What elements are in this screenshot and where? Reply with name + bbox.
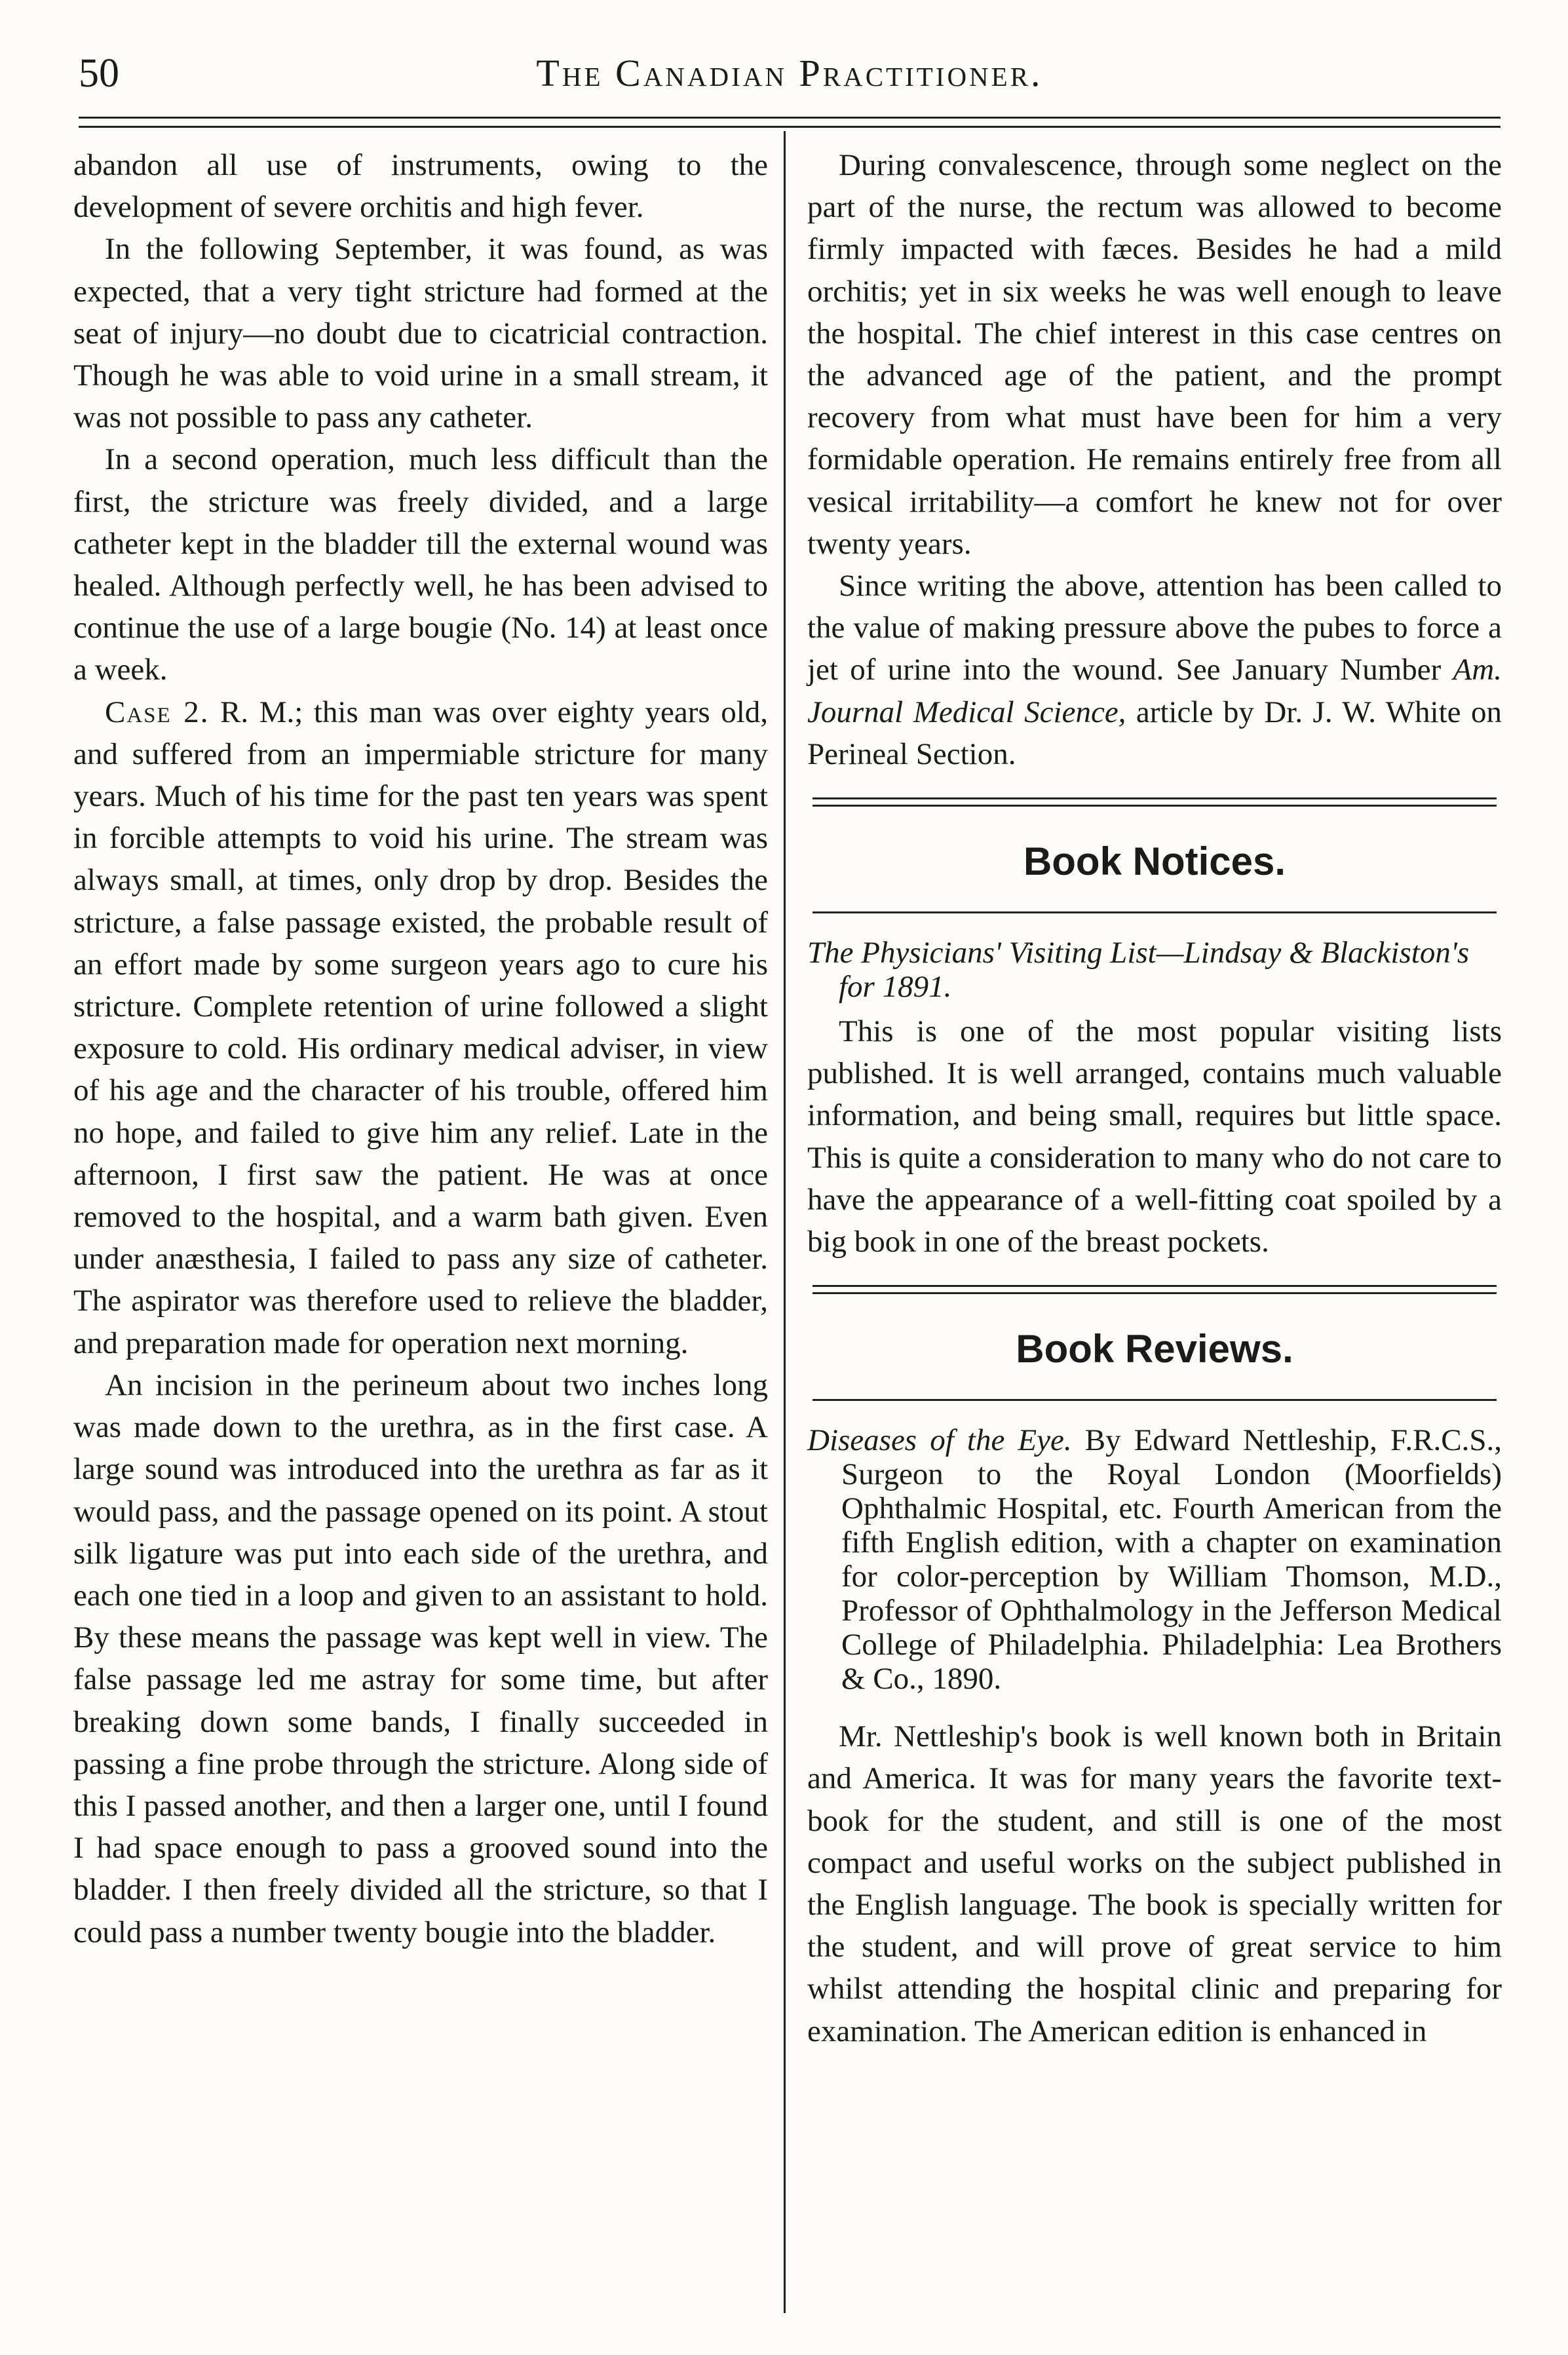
case-2-text: R. M.; this man was over eighty years old, and suffered from an impermiable stricture for many years. Much of his time for the past ten years was spent in forcible attempts to void his urine. The stream was always small, at times, only drop by drop. Besides the stricture, a false passage existed, the probable result of an effort made by some surgeon years ago to cure his stricture. Complete retention of urine followed a slight exposure to cold. His ordinary medical adviser, in view of his age and the character of his trouble, offered him no hope, and failed to give him any relief. Late in the afternoon, I first saw the patient. He was at once removed to the hospital, and a warm bath given. Even under anæsthesia, I failed to pass any size of catheter. The aspirator was therefore used to relieve the bladder, and preparation made for operation next morning. [73,695,768,1360]
paragraph: abandon all use of instruments, owing to the development of severe orchitis and high fever. [73,148,768,225]
book-review-text: Mr. Nettleship's book is well known both in Britain and America. It was for many years the favorite text-book for the student, and still is one of the most compact and useful works on the subject published in the English language. The book is specially written for the student, and will prove of great service to him whilst attending the hospital clinic and preparing for examination. The American edition is enhanced in [807,1719,1502,2048]
book-notice-title: The Physicians' Visiting List—Lindsay & Blackiston's for 1891. [807,936,1470,1005]
paragraph-text-end: article by Dr. J. W. White on Perineal Section. [807,695,1502,771]
paragraph: During convalescence, through some neglect on the part of the nurse, the rectum was allowed to become firmly impacted with fæces. Besides he had a mild orchitis; yet in six weeks he was well enough to leave the hospital. The chief interest in this case centres on the advanced age of the patient, and the prompt recovery from what must have been for him a very formidable operation. He remains entirely free from all vesical irritability—a comfort he knew not for over twenty years. [807,148,1502,561]
paragraph-text: Since writing the above, attention has been called to the value of making pressure above the pubes to force a jet of urine into the wound. See January Number [807,569,1502,687]
case-label: Case 2. [105,695,210,729]
book-review-citation [807,1423,1502,1696]
page-header [79,41,1501,106]
book-review-title: Diseases of the Eye. [807,1423,1072,1458]
book-notice-text: This is one of the most popular visiting lists published. It is well arranged, contains much valuable information, and being small, requires but little space. This is quite a consideration to many who do not care to have the appearance of a well-fitting coat spoiled by a big book in one of the breast pockets. [807,1014,1502,1259]
book-review-citation-text: By Edward Nettleship, F.R.C.S., Surgeon to the Royal London (Moorfields) Ophthalmic Hospital, etc. Fourth American from the fifth English edition, with a chapter on examination for color-perception by William Thomson, M.D., Professor of Ophthalmology in the Jefferson Medical College of Philadelphia. Philadelphia: Lea Brothers & Co., 1890. [841,1423,1502,1696]
page-number: 50 [79,51,119,96]
header-rule-top [79,117,1501,119]
paragraph: In a second operation, much less difficult than the first, the stricture was freely divided, and a large catheter kept in the bladder till the external wound was healed. Although perfectly well, he has been advised to continue the use of a large bougie (No. 14) at least once a week. [73,442,768,687]
case-2-paragraph [73,691,768,1364]
column-divider [784,131,786,2313]
paragraph [807,565,1502,775]
book-reviews-heading: Book Reviews. [1016,1327,1293,1371]
section-rule-double [813,1285,1497,1294]
paragraph: In the following September, it was found, as was expected, that a very tight stricture had formed at the seat of injury—no doubt due to cicatricial contraction. Though he was able to void urine in a small stream, it was not possible to pass any catheter. [73,232,768,435]
spacer [807,1263,1502,1285]
section-rule [813,911,1497,913]
book-notices-heading: Book Notices. [1023,839,1286,884]
header-rule-bottom [79,126,1501,128]
journal-reference: Am. Journal Medical Science, [807,653,1502,729]
paragraph: An incision in the perineum about two inches long was made down to the urethra, as in the first case. A large sound was introduced into the urethra as far as it would pass, and the passage opened on its point. A stout silk ligature was put into each side of the urethra, and each one tied in a loop and given to an assistant to hold. By these means the passage was kept well in view. The false passage led me astray for some time, but after breaking down some bands, I finally succeeded in passing a fine probe through the stricture. Along side of this I passed another, and then a larger one, until I found I had space enough to pass a grooved sound into the bladder. I then freely divided all the stricture, so that I could pass a number twenty bougie into the bladder. [73,1368,768,1949]
running-title: The Canadian Practitioner. [536,52,1043,94]
left-column [73,144,768,1953]
right-column [807,144,1502,2052]
section-rule [813,1399,1497,1401]
section-rule-double [813,797,1497,807]
spacer [807,775,1502,797]
